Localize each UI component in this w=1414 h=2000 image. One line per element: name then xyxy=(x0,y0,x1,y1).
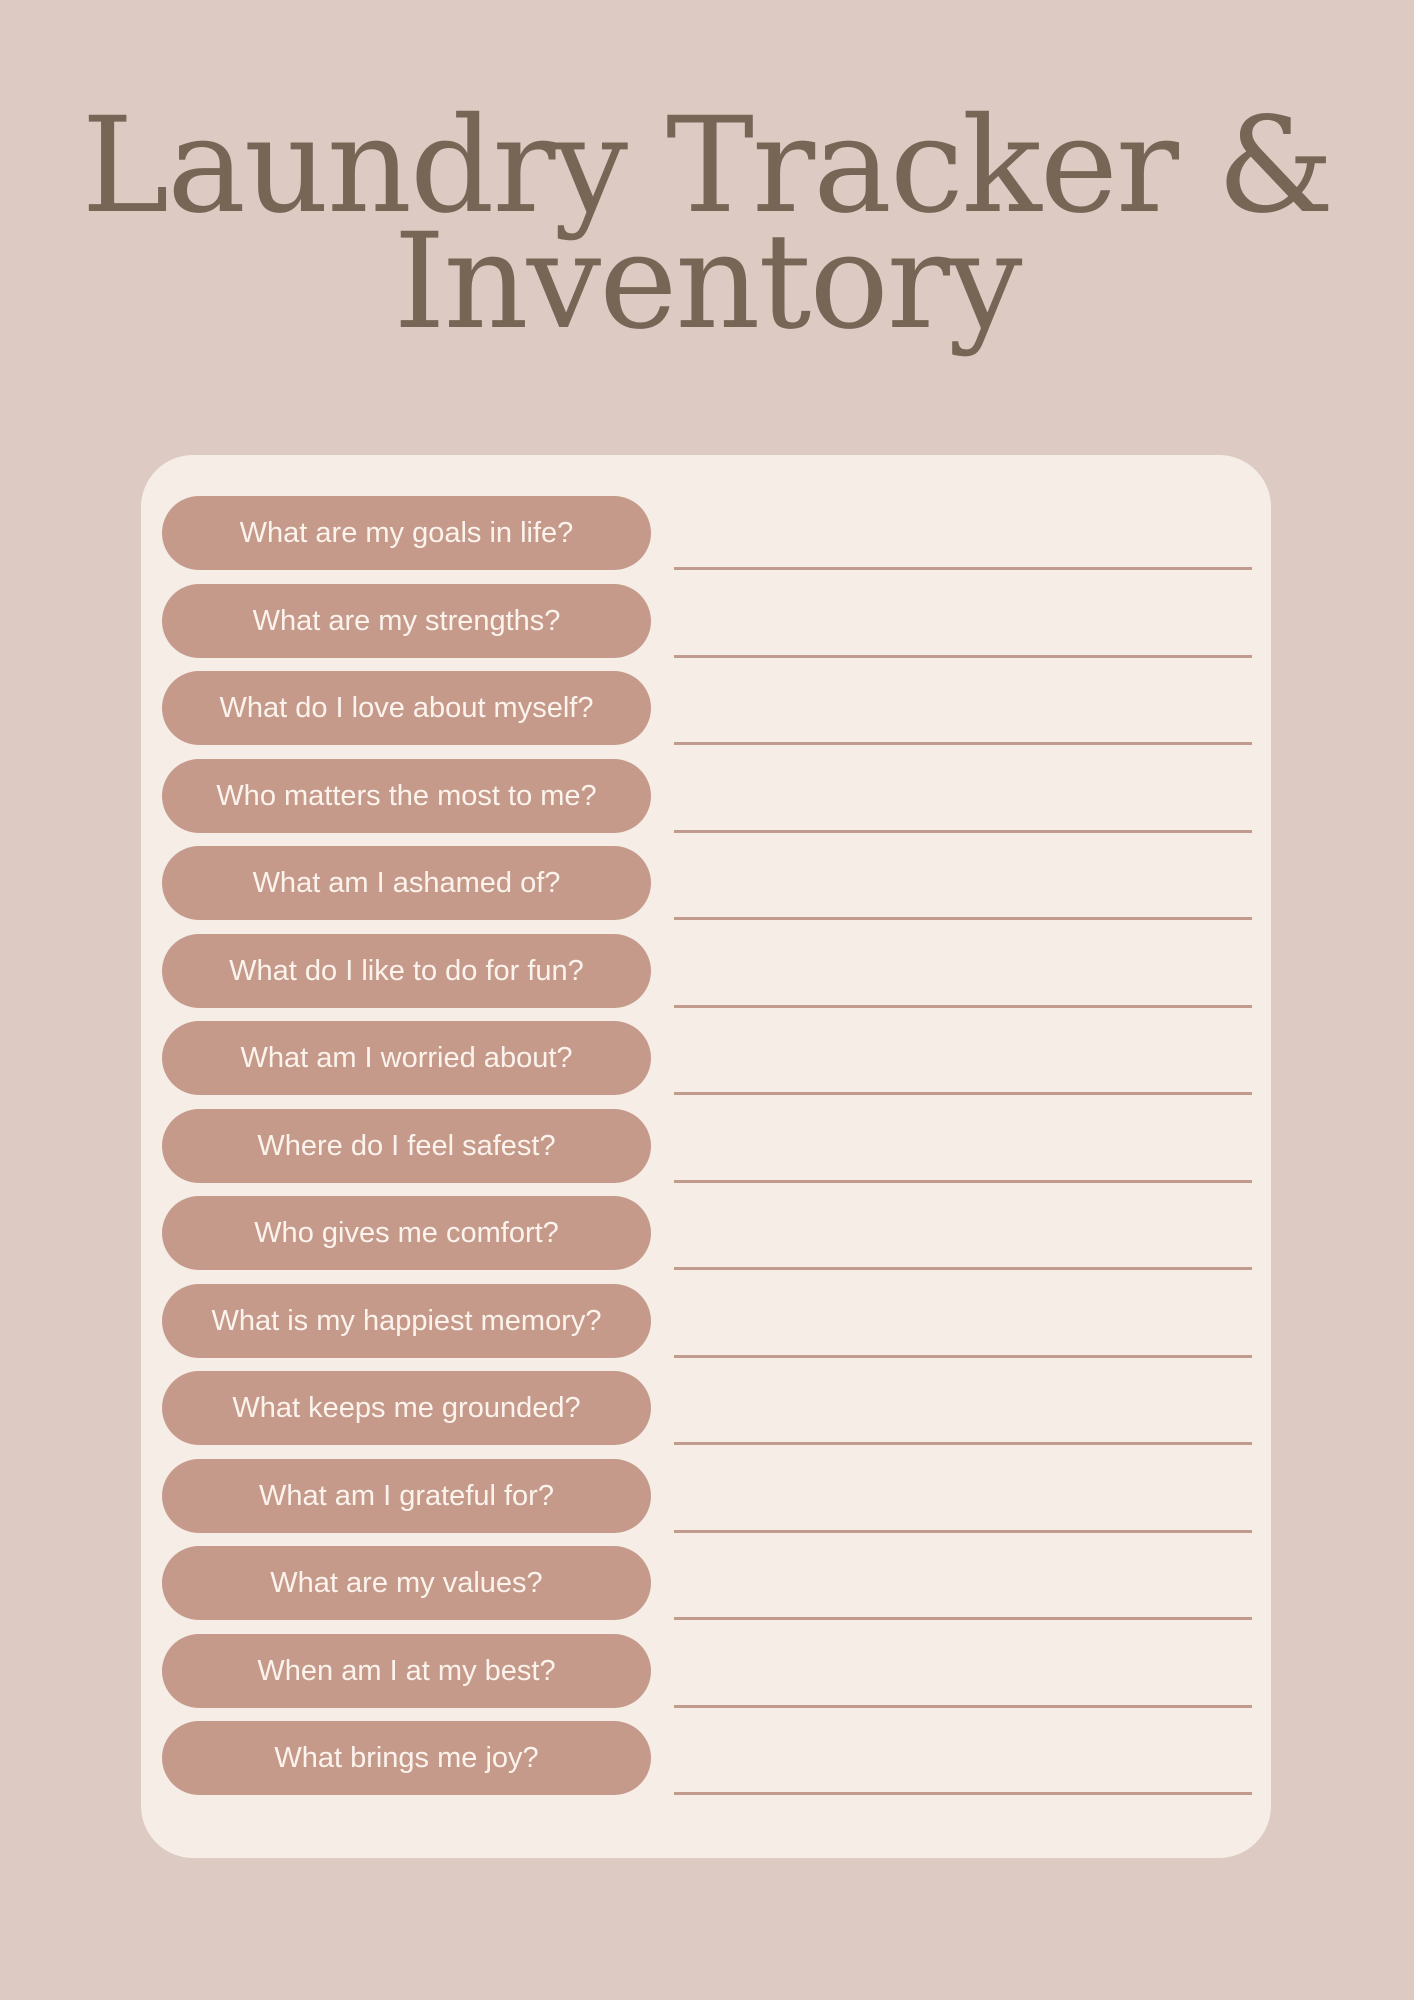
page-title-line-1: Laundry Tracker & xyxy=(81,89,1333,243)
prompt-label: What do I like to do for fun? xyxy=(162,934,651,1008)
answer-line[interactable] xyxy=(674,1530,1252,1533)
prompt-label: What am I ashamed of? xyxy=(162,846,651,920)
prompt-row xyxy=(141,934,1271,1008)
prompt-label: When am I at my best? xyxy=(162,1634,651,1708)
prompt-row xyxy=(141,1459,1271,1533)
prompt-row xyxy=(141,1196,1271,1270)
page-title-line-2: Inventory xyxy=(393,205,1021,359)
answer-line[interactable] xyxy=(674,1617,1252,1620)
answer-line[interactable] xyxy=(674,567,1252,570)
prompt-label: What are my goals in life? xyxy=(162,496,651,570)
answer-line[interactable] xyxy=(674,742,1252,745)
answer-line[interactable] xyxy=(674,1267,1252,1270)
prompt-label: What keeps me grounded? xyxy=(162,1371,651,1445)
prompt-label: What brings me joy? xyxy=(162,1721,651,1795)
prompt-row xyxy=(141,759,1271,833)
prompt-label: What are my values? xyxy=(162,1546,651,1620)
prompt-row xyxy=(141,1546,1271,1620)
page-title xyxy=(0,89,1414,359)
answer-line[interactable] xyxy=(674,917,1252,920)
prompt-label: What do I love about myself? xyxy=(162,671,651,745)
prompt-row xyxy=(141,1109,1271,1183)
prompt-label: What am I worried about? xyxy=(162,1021,651,1095)
prompt-label: What is my happiest memory? xyxy=(162,1284,651,1358)
answer-line[interactable] xyxy=(674,1792,1252,1795)
prompt-row xyxy=(141,1371,1271,1445)
prompt-row xyxy=(141,1021,1271,1095)
prompt-row xyxy=(141,496,1271,570)
answer-line[interactable] xyxy=(674,1442,1252,1445)
prompt-row xyxy=(141,584,1271,658)
prompt-label: What are my strengths? xyxy=(162,584,651,658)
prompt-label: Who gives me comfort? xyxy=(162,1196,651,1270)
answer-line[interactable] xyxy=(674,1092,1252,1095)
prompt-row xyxy=(141,846,1271,920)
answer-line[interactable] xyxy=(674,1355,1252,1358)
answer-line[interactable] xyxy=(674,830,1252,833)
prompt-row xyxy=(141,1634,1271,1708)
answer-line[interactable] xyxy=(674,1705,1252,1708)
answer-line[interactable] xyxy=(674,1005,1252,1008)
prompt-label: What am I grateful for? xyxy=(162,1459,651,1533)
prompt-row xyxy=(141,1721,1271,1795)
prompt-row xyxy=(141,1284,1271,1358)
answer-line[interactable] xyxy=(674,1180,1252,1183)
worksheet-card xyxy=(141,455,1271,1858)
prompt-row xyxy=(141,671,1271,745)
prompt-label: Where do I feel safest? xyxy=(162,1109,651,1183)
prompt-label: Who matters the most to me? xyxy=(162,759,651,833)
answer-line[interactable] xyxy=(674,655,1252,658)
